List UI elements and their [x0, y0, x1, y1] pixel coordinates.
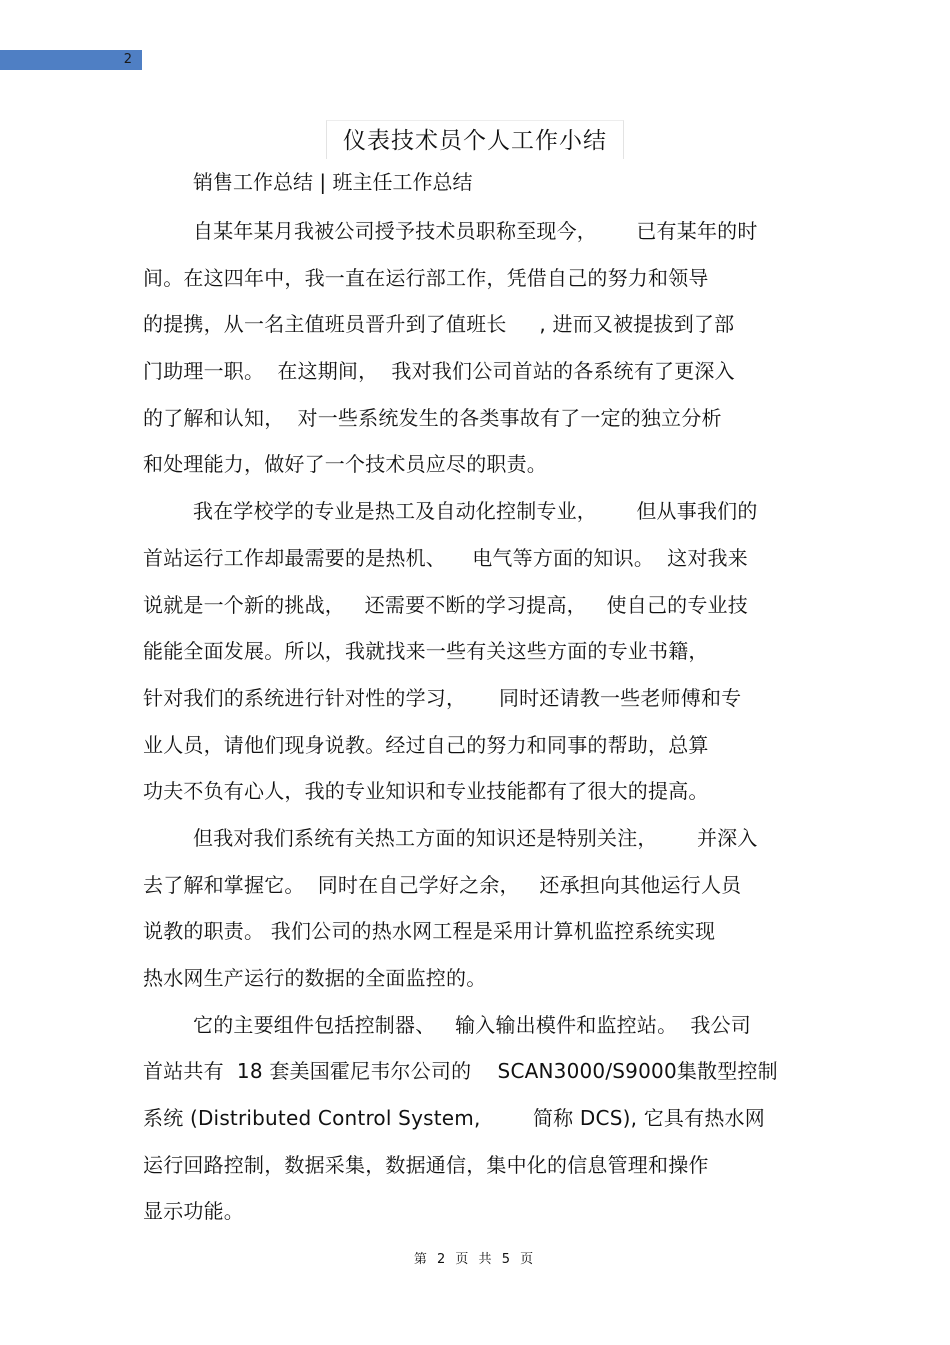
- text-line: 说教的职责。 我们公司的热水网工程是采用计算机监控系统实现: [143, 919, 716, 944]
- paragraph-4: [143, 1002, 808, 1235]
- text-line: 门助理一职。 在这期间， 我对我们公司首站的各系统有了更深入: [143, 359, 735, 384]
- footer-middle: 页 共: [455, 1252, 495, 1267]
- paragraph-3: [143, 815, 808, 1002]
- text-line: 自某年某月我被公司授予技术员职称至现今， 已有某年的时: [193, 219, 758, 243]
- paragraph-1: [143, 208, 808, 488]
- text-line: 它的主要组件包括控制器、 输入输出模件和监控站。 我公司: [193, 1012, 751, 1037]
- text-line: 运行回路控制，数据采集，数据通信，集中化的信息管理和操作: [143, 1152, 709, 1177]
- page-number: 2: [123, 52, 132, 67]
- text-line: 功夫不负有心人，我的专业知识和专业技能都有了很大的提高。: [143, 779, 709, 804]
- footer-prefix: 第: [413, 1252, 430, 1267]
- text-line: 显示功能。: [143, 1199, 244, 1224]
- text-line: 和处理能力，做好了一个技术员应尽的职责。: [143, 452, 547, 477]
- text-line: 首站运行工作却最需要的是热机、 电气等方面的知识。 这对我来: [143, 545, 748, 570]
- text-line: 说就是一个新的挑战， 还需要不断的学习提高， 使自己的专业技: [143, 592, 748, 617]
- document-body: [143, 208, 808, 1235]
- document-title: 仪表技术员个人工作小结: [326, 120, 624, 159]
- text-line: 能能全面发展。所以，我就找来一些有关这些方面的专业书籍，: [143, 639, 709, 664]
- paragraph-2: [143, 488, 808, 815]
- text-line: 间。在这四年中，我一直在运行部工作，凭借自己的努力和领导: [143, 265, 709, 290]
- page-number-badge: [0, 50, 142, 70]
- text-line: 我在学校学的专业是热工及自动化控制专业， 但从事我们的: [193, 499, 758, 524]
- footer-suffix: 页: [520, 1252, 537, 1267]
- footer-total-pages: 5: [501, 1252, 513, 1267]
- text-line: 热水网生产运行的数据的全面监控的。: [143, 966, 487, 990]
- text-line: 的了解和认知， 对一些系统发生的各类事故有了一定的独立分析: [143, 405, 722, 430]
- text-line: 的提携，从一名主值班员晋升到了值班长 , 进而又被提拔到了部: [143, 312, 735, 337]
- text-line: 首站共有 18 套美国霍尼韦尔公司的 SCAN3000/S9000集散型控制: [143, 1059, 778, 1084]
- page-footer: [0, 1250, 950, 1270]
- footer-current-page: 2: [437, 1252, 449, 1267]
- text-line: 系统 (Distributed Control System, 简称 DCS), 它具有热水网: [143, 1106, 765, 1131]
- text-line: 业人员，请他们现身说教。经过自己的努力和同事的帮助，总算: [143, 732, 709, 757]
- text-line: 但我对我们系统有关热工方面的知识还是特别关注， 并深入: [193, 825, 758, 850]
- text-line: 针对我们的系统进行针对性的学习， 同时还请教一些老师傅和专: [143, 685, 742, 710]
- document-subtitle: 销售工作总结 | 班主任工作总结: [193, 170, 473, 194]
- text-line: 去了解和掌握它。 同时在自己学好之余， 还承担向其他运行人员: [143, 872, 742, 897]
